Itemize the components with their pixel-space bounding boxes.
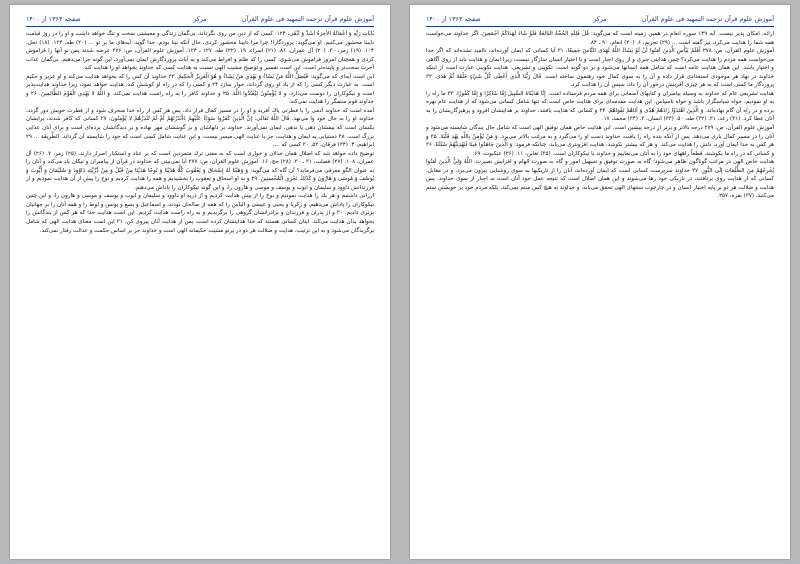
left-paragraph-4: توضيح داده خواهد شد كه اضلال همان خذلان و خوارى است كه به معنى ترك متمردين است كه بر عناد و استكبار اصرار دارند. (۲۵) زمر، ۷. (۲۶) آل عمران، ۱۰۸. (۲۷) فصلت، ۳۱ ـ ۳۰. (۲۸) حج، ۱۶. آموزش علوم القرآن، ص: ۲۷۷ آيا نمى‌بينى كه خداوند در قرآن از پيامبران و نيكان ياد مى‌كند و آنان را به عنوان الگو معرفى مى‌فرمايد؟ آن گاه كه مى‌گويد: وَ وَهَبْنَا لَهُ إِسْحَاقَ وَ يَعْقُوبَ كُلًّا هَدَيْنَا وَ نُوحًا هَدَيْنَا مِنْ قَبْلُ وَ مِنْ ذُرِّيَّتِهِ دَاوُودَ وَ سُلَيْمَانَ وَ أَيُّوبَ وَ يُوسُفَ وَ مُوسَى وَ هَارُونَ وَ كَذَلِكَ نَجْزِي الْمُحْسِنِينَ. ۲۹ و به او اسحاق و يعقوب را بخشيديم و همه را هدايت كرديم و نوح را پيش از آن هدايت نموديم و از فرزندانش داوود و سليمان و ايوب و يوسف و موسى و هارون را، و اين گونه نيكوكاران را پاداش مى‌دهيم.	[26, 150, 374, 191]
left-page	[10, 5, 390, 559]
left-header-center: مركز	[193, 15, 207, 23]
right-paragraph-4: آموزش علوم القرآن، ص: ۲۷۹ درجه بالاتر و برتر از درجه پيشين است. اين هدايت خاص همان توفيق الهى است كه شامل حال بندگان شايسته مى‌شود و آنان را در مسير كمال يارى مى‌دهد. پس از آنكه بنده راه را يافت، خداوند دست او را مى‌گيرد و به مراتب بالاتر مى‌برد. وَ مَنْ يُؤْمِنْ بِاللَّهِ يَهْدِ قَلْبَهُ. ۳۵ و هر كس به خدا ايمان آورد، دلش را هدايت مى‌كند. و هر كه بيشتر بكوشد، هدايت افزونترى مى‌يابد، چنانكه فرمود: وَ الَّذِينَ جَاهَدُوا فِينَا لَنَهْدِيَنَّهُمْ سُبُلَنَا. ۳۶ و كسانى كه در راه ما بكوشند، قطعاً راههاى خود را به آنان مى‌نماييم و خداوند با نيكوكاران است. (۳۵) تغابن، ۱۱. (۳۶) عنكبوت، ۶۹.	[426, 125, 774, 157]
left-paragraph-2: اين است آيه‌اى كه مى‌گويد: فَيُضِلُّ اللَّهُ مَنْ يَشَاءُ وَ يَهْدِي مَنْ يَشَاءُ وَ هُوَ الْعَزِيزُ الْحَكِيمُ. ۲۳ خداوند آن كس را كه بخواهد هدايت مى‌كند و او عزيز و حكيم است. به عبارت ديگر كسى را كه از ياد او روى گرداند، خوار سازد ۲۴ و كسى را كه در راه او كوشش كند، هدايت خواهد نمود، زيرا خداوند هدايت‌پذير است و نيكوكاران را دوست مى‌دارد. و لا يُؤْمِنُونَ لِيُعْبُدُوا اللَّهَ. ۲۵ و خداوند كافر را به راه راست هدايت نمى‌كند. وَ اللَّهُ لا يَهْدِي الْقَوْمَ الظَّالِمِينَ. ۲۶ و خداوند قوم ستمگر را هدايت نمى‌كند.	[26, 73, 374, 106]
left-paragraph-5: ارزانى داشتيم و هر يك را هدايت نموديم و نوح را از پيش هدايت كرديم و از ذريه او داوود و سليمان و ايوب و يوسف و موسى و هارون را، و اين چنين نيكوكاران را پاداش مى‌دهيم، و زكريا و يحيى و عيسى و الياس را كه همه از صالحان بودند، و اسماعيل و يسع و يونس و لوط را و همه آنان را بر جهانيان برترى داديم. ۳۰ و از پدران و فرزندان و برادرانشان گروهى را برگزيديم و به راه راست هدايت كرديم. اين است هدايت خدا كه هر كس از بندگانش را بخواهد بدان هدايت مى‌كند. اينان كسانى هستند كه خدا هدايتشان كرده است، پس از هدايت آنان پيروى كن. ۳۱ اين است معناى هدايت الهى كه شامل برگزيدگان مى‌شود و به اين ترتيب، هدايت و ضلالت هر دو در پرتو مشيت حكيمانه الهى است و خداوند جز بر اساس حكمت و عدالت رفتار نمى‌كند.	[26, 193, 374, 234]
right-header-page-number: صفحه ۱۳۶۳ از ۱۴۰۰	[426, 15, 481, 23]
left-page-header	[26, 13, 374, 25]
left-page-body	[26, 30, 374, 549]
right-header-center: مركز	[593, 15, 607, 23]
right-page	[410, 5, 790, 559]
left-header-page-number: صفحه ۱۳۶۴ از ۱۴۰۰	[26, 15, 81, 23]
right-header-rule	[426, 26, 774, 27]
right-paragraph-1: ارائه، امكان پذير نيست. آيه ۱۴۹ سوره انعام در همين زمينه است كه مى‌گويد: قُلْ فَلِلَّهِ الْحُجَّةُ الْبَالِغَةُ فَلَوْ شَاءَ لَهَدَاكُمْ أَجْمَعِينَ. اگر خداوند مى‌خواست همه شما را هدايت مى‌كرد، نيز گفته است ... (۲۹) تحريم، ۶. (۳۰) انعام، ۹۰ ـ ۸۴.	[426, 31, 774, 46]
right-page-body	[426, 30, 774, 549]
left-header-title: آموزش علوم قرآن ترجمه التمهيد فى علوم القرآن	[241, 15, 374, 23]
right-paragraph-2: آموزش علوم القرآن، ص: ۲۷۸ أَفَلَمْ يَيْأَسِ الَّذِينَ آمَنُوا أَنْ لَوْ يَشَاءُ اللَّهُ لَهَدَى النَّاسَ جَمِيعًا. ۳۱ آيا كسانى كه ايمان آورده‌اند، نااميد نشده‌اند كه اگر خدا مى‌خواست همه مردم را هدايت مى‌كرد؟ چنين هدايتى جبرى و از روى اجبار است و با اختيار انسان سازگار نيست، زيرا ايمان و هدايت بايد از روى آگاهى و اختيار باشد. اين همان هدايت عامه است كه شامل همه انسانها مى‌شود و بر دو گونه است: تكوينى و تشريعى. هدايت تكوينى عبارت است از اينكه خداوند در نهاد هر موجودى استعدادى قرار داده و آن را به سوى كمال خود رهنمون ساخته است. قَالَ رَبُّنَا الَّذِي أَعْطَى كُلَّ شَيْءٍ خَلْقَهُ ثُمَّ هَدَى. ۳۲ پروردگار ما كسى است كه به هر چيزى آفرينش درخور آن را داد، سپس آن را هدايت كرد.	[426, 48, 774, 89]
right-page-header	[426, 13, 774, 25]
left-header-rule	[26, 26, 374, 27]
left-paragraph-1: بٰايٰاتِ رَبِّهِ وَ أَعْمَالَهُ الأَخِرَةُ أَشَدُّ وَ أَبْقَى. ۱۲۴. كسى كه از دين من روى بگرداند، بى‌گمان زندگى و معيشتى سخت و تنگ خواهد داشت و او را در روز قيامت نابينا محشور مى‌كنيم. او مى‌گويد: پروردگارا! چرا مرا نابينا محشور كردى، حال آنكه بينا بودم. خدا گويد: آيه‌هاى ما بر تو ... (۲۰) طه، ۱۲۴. (۱۸) نحل، ۱۰۴. (۱۹) زمر، ۳۰. (۲۰) آل عمران، ۸۶. (۲۱) اسراء، ۱۹. (۲۲) طه، ۱۲۷ ـ ۱۲۴. آموزش علوم القرآن، ص: ۲۷۶ عرضه شدند پس تو آنها را فراموش كردى و همچنان امروز فراموش مى‌شوى. كسى را كه ظلم و افراط مى‌كند و به آيات پروردگارش ايمان نمى‌آورد، اين گونه جزا مى‌دهيم. بى‌گمان عذاب آخرت سخت‌تر و پاينده‌تر است. اين است تفسير و توضيح مشيت الهى نسبت به هدايت كسى كه خداوند بخواهد او را هدايت كند.	[26, 31, 374, 72]
left-paragraph-3: آمده است كه خداوند آدمى را با فطرتى پاك آفريد و او را در مسير كمال قرار داد، پس هر كس از راه خدا منحرف شود و از فطرت خويش دور گردد، خداوند او را به حال خود وا مى‌نهد. قَالَ اللَّهُ تَعَالَى: إِنَّ الَّذِينَ كَفَرُوا سَوَاءٌ عَلَيْهِمْ ءَأَنْذَرْتَهُمْ أَمْ لَمْ تُنْذِرْهُمْ لا يُؤْمِنُونَ. ۲۷ كسانى كه كافر شدند، برايشان يكسان است كه بيمشان دهى يا ندهى، ايمان نمى‌آورند. خداوند بر دلهاشان و بر گوششان مهر نهاده و بر ديدگانشان پرده‌اى است و براى آنان عذابى بزرگ است. ۲۸ دستيابى به ايمان و هدايت، جز با عنايت الهى ميسر نيست، و اين عنايت شامل كسى است كه خود را شايسته آن گرداند. الطَّرِيقَةِ ... ۲۹ ابراهيم، ۴. (۲۴) فرقان، ۵۲. ۳۰ كسى كه ....	[26, 107, 374, 149]
right-header-title: آموزش علوم قرآن ترجمه التمهيد فى علوم القرآن	[641, 15, 774, 23]
right-paragraph-3: هدايت تشريعى عام كه خداوند به وسيله پيامبران و كتابهاى آسمانى براى همه مردم فرستاده است. إِنَّا هَدَيْنَاهُ السَّبِيلَ إِمَّا شَاكِرًا وَ إِمَّا كَفُورًا. ۳۳ ما راه را به او نموديم، خواه سپاسگزار باشد و خواه ناسپاس. اين هدايت مقدمه‌اى براى هدايت خاص است كه تنها شامل كسانى مى‌شود كه از هدايت عام بهره برده و در راه آن گام نهاده‌اند. وَ الَّذِينَ اهْتَدَوْا زَادَهُمْ هُدًى وَ آتَاهُمْ تَقْوَاهُمْ. ۳۴ و كسانى كه هدايت يافتند، خداوند بر هدايتشان افزود و پرهيزگاريشان را به آنان عطا كرد. (۳۱) رعد، ۳۱. (۳۲) طه، ۵۰. (۳۳) انسان، ۳. (۳۴) محمد، ۱۷.	[426, 90, 774, 123]
right-paragraph-5: هدايت خاص الهى در مراتب گوناگون ظاهر مى‌شود؛ گاه به صورت توفيق و تسهيل امور و گاه به صورت الهام و افزايش بصيرت. اللَّهُ وَلِيُّ الَّذِينَ آمَنُوا يُخْرِجُهُمْ مِنَ الظُّلُمَاتِ إِلَى النُّورِ. ۳۷ خداوند سرپرست كسانى است كه ايمان آورده‌اند، آنان را از تاريكيها به سوى روشنايى بيرون مى‌برد. و در مقابل، كسانى كه از هدايت روى برتافتند، در تاريكى خود رها مى‌شوند و اين همان اضلال است كه نتيجه عمل خود آنان است نه اجبار از سوى خداوند. پس هدايت و ضلالت هر دو بر پايه اختيار انسان و در چارچوب سنتهاى الهى تحقق مى‌يابد، و خداوند به هيچ كس ستم نمى‌كند، بلكه مردم خود بر خويشتن ستم مى‌كنند. (۳۷) بقره، ۲۵۷.	[426, 159, 774, 200]
